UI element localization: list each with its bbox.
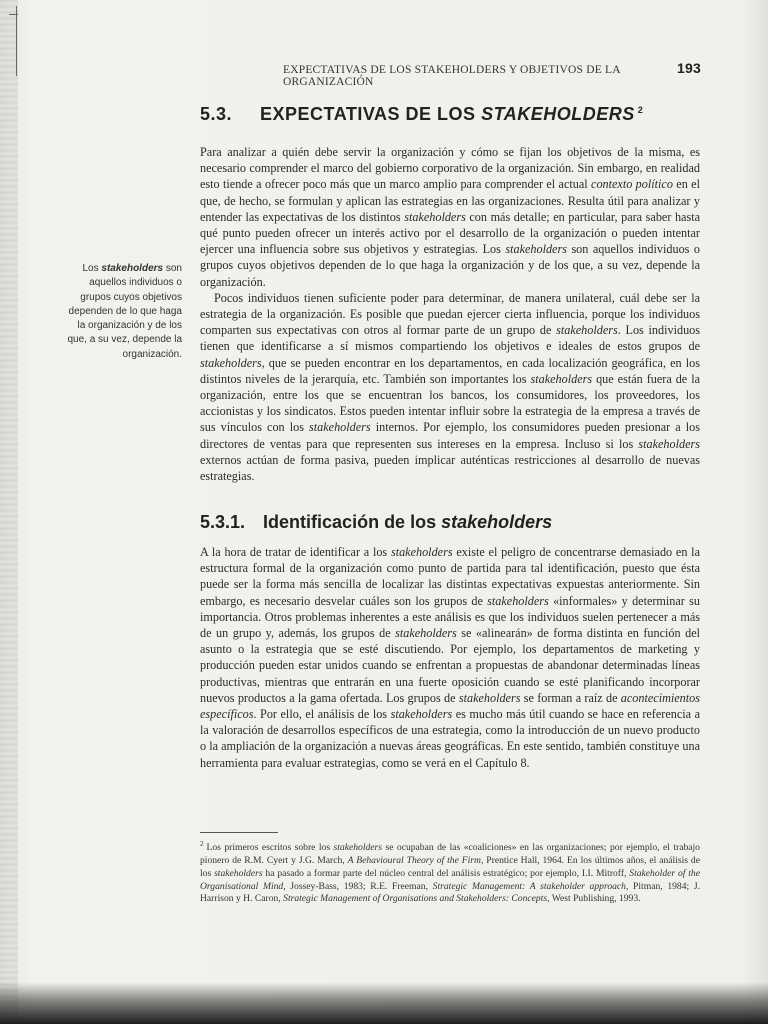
footnote-text: [200, 842, 700, 904]
emphasis-text: stakeholders: [638, 436, 700, 451]
text-run: Para analizar a quién debe servir la organización y cómo se fijan los objetivos de la misma, es necesario comprender el marco del gobierno corporativo de la organización. Sin embargo, en realidad esto tiende a ofrecer poco más que un marco amplio para comprender el actual: [200, 145, 700, 192]
text-run: , West Publishing, 1993.: [547, 893, 641, 905]
footnote-reference: 2: [637, 105, 644, 115]
text-run: externos actúan de forma pasiva, pueden implicar auténticas restricciones al desarrollo de nuevas estrategias.: [200, 452, 700, 484]
emphasis-text: Strategic Management of Organisations and Stakeholders: Concepts: [283, 893, 548, 905]
text-run: son aquellos individuos o grupos cuyos objetivos dependen de lo que haga la organización y de los que, a su vez, depende la organización.: [67, 263, 182, 360]
text-run: Los primeros escritos sobre los: [206, 842, 334, 854]
margin-mark: [16, 6, 17, 76]
emphasis-text: stakeholders: [487, 593, 549, 608]
text-run: en el que, de hecho, se formulan y aplican las estrategias en las organizaciones. Resulta útil para analizar y entender las expectativas de los distintos: [200, 177, 700, 224]
emphasis-text: Stakeholder of the Organisational Mind: [200, 867, 700, 892]
emphasis-text: contexto político: [591, 177, 673, 192]
subsection-title-italic: stakeholders: [441, 512, 553, 532]
text-run: , que se pueden encontrar en los departamentos, en cada localización geográfica, en los distintos niveles de la jerarquía, etc. También son importantes los: [200, 355, 700, 386]
section-5-3-1-body: [200, 544, 700, 771]
emphasis-text: stakeholders: [395, 626, 457, 641]
section-5-3-body: [200, 144, 700, 484]
text-run: , Jossey-Bass, 1983; R.E. Freeman,: [283, 880, 433, 892]
emphasis-text: stakeholders: [505, 242, 567, 257]
margin-mark-tick: [9, 14, 18, 15]
paragraph: [200, 290, 700, 484]
emphasis-text: Strategic Management: A stakeholder approach: [432, 880, 626, 892]
text-run: , Prentice Hall, 1964. En los últimos años, el análisis de los: [200, 854, 700, 879]
text-run: . Por ello, el análisis de los: [253, 707, 391, 722]
text-run: Pocos individuos tienen suficiente poder para determinar, de manera unilateral, cuál debe ser la estrategia de la organización. Es posible que puedan ejercer cierta influencia, porque los individuos comparten sus expectativas con otros al formar parte de un grupo de: [200, 290, 700, 338]
text-run: son aquellos individuos o grupos cuyos objetivos dependen de lo que haga la organización y de los que, a su vez, depende la organización.: [200, 242, 700, 289]
text-run: que están fuera de la organización, entre los que se encuentran los bancos, los consumidores, los proveedores, los accionistas y los sindicatos. Estos pueden intentar influir sobre la estrategia de la empresa a través de sus vínculos con los: [200, 371, 700, 435]
emphasis-text: acontecimientos específicos: [200, 690, 700, 722]
emphasis-text: stakeholders: [200, 355, 262, 370]
emphasis-text: stakeholders: [404, 209, 466, 224]
footnote: [200, 838, 700, 906]
emphasis-text: stakeholders: [390, 707, 453, 722]
emphasis-text: stakeholders: [458, 690, 521, 705]
footnote-marker: 2: [200, 840, 204, 848]
section-number: 5.3.: [200, 104, 233, 124]
footnote-rule: [200, 832, 278, 833]
text-run: se ocupaban de las «coaliciones» en las organizaciones; por ejemplo, el trabajo pionero de R.M. Cyert y J.G. March,: [200, 842, 700, 866]
text-run: internos. Por ejemplo, los consumidores pueden presionar a los directores de ventas para que representen sus intereses en la empresa. Incluso si los: [200, 420, 701, 451]
margin-note: [60, 262, 182, 362]
text-run: se forman a raíz de: [520, 690, 621, 705]
subsection-title-prefix: Identificación de los: [263, 512, 442, 532]
subsection-number: 5.3.1.: [200, 512, 246, 532]
text-run: existe el peligro de concentrarse demasiado en la estructura formal de la organización como punto de partida para tal identificación, puesto que ésta puede ser la forma más sencilla de localizar las distintas expectativas expuestas anteriormente. Sin embargo, es necesario desvelar cuáles son los grupos de: [200, 545, 700, 608]
emphasis-text: stakeholders: [333, 842, 383, 854]
section-title-prefix: EXPECTATIVAS DE LOS: [260, 104, 482, 124]
scan-bottom-shadow: [0, 982, 768, 1024]
text-run: ha pasado a formar parte del núcleo central del análisis estratégico; por ejemplo, I.I. Mitroff,: [262, 867, 630, 879]
running-header: [283, 60, 701, 88]
text-run: se «alinearán» de forma distinta en función del asunto o la estrategia que se esté discutiendo. Por ejemplo, los departamentos de marketing y producción pueden estar unidos cuando se enfrentan a propuestas de abandonar determinadas líneas productivas, mientras que entrarán en una fuerte oposición cuando se esté planificando incorporar nuevos productos a la gama ofertada. Los grupos de: [200, 626, 700, 705]
section-title-italic: STAKEHOLDERS: [481, 104, 635, 124]
emphasis-text: stakeholders: [214, 867, 263, 879]
text-run: . Los individuos tienen que identificarse a sí mismos compartiendo los objetivos e ideales de estos grupos de: [200, 323, 701, 354]
book-spine-shadow: [0, 0, 18, 1024]
text-run: «informales» y determinar su importancia. Otros problemas inherentes a este análisis es que los individuos suelen pertenecer a más de un grupo y, además, los grupos de: [200, 593, 700, 641]
text-run: , Pitman, 1984; J. Harrison y H. Caron,: [200, 880, 700, 905]
emphasis-text: stakeholders: [556, 323, 618, 338]
emphasis-text: stakeholders: [390, 545, 453, 559]
text-run: con más detalle; en particular, para saber hasta qué punto pueden ofrecer un interés activo por el desarrollo de la organización o pueden intentar ejercer una influencia sobre sus objetivos y estrategias. Los: [200, 209, 701, 257]
emphasis-text: A Behavioural Theory of the Firm: [347, 854, 481, 866]
section-heading-5-3-1: [200, 512, 552, 533]
page-number: 193: [677, 60, 701, 76]
running-title: EXPECTATIVAS DE LOS STAKEHOLDERS Y OBJETIVOS DE LA ORGANIZACIÓN: [283, 64, 621, 88]
text-run: Los: [82, 263, 102, 274]
text-run: es mucho más útil cuando se hace en referencia a la valoración de desarrollos específicos de una estrategia, como la introducción de un nuevo producto o la ampliación de la organización a nuevas áreas geográficas. En este sentido, también constituye una herramienta para evaluar estrategias, como se verá en el Capítulo 8.: [200, 707, 700, 770]
emphasis-text: stakeholders: [309, 420, 371, 435]
text-run: A la hora de tratar de identificar a los: [200, 545, 391, 559]
paragraph: [200, 544, 700, 771]
emphasis-text: stakeholders: [101, 263, 164, 274]
emphasis-text: stakeholders: [530, 371, 593, 386]
paragraph: [200, 144, 700, 290]
section-heading-5-3: [200, 104, 643, 125]
